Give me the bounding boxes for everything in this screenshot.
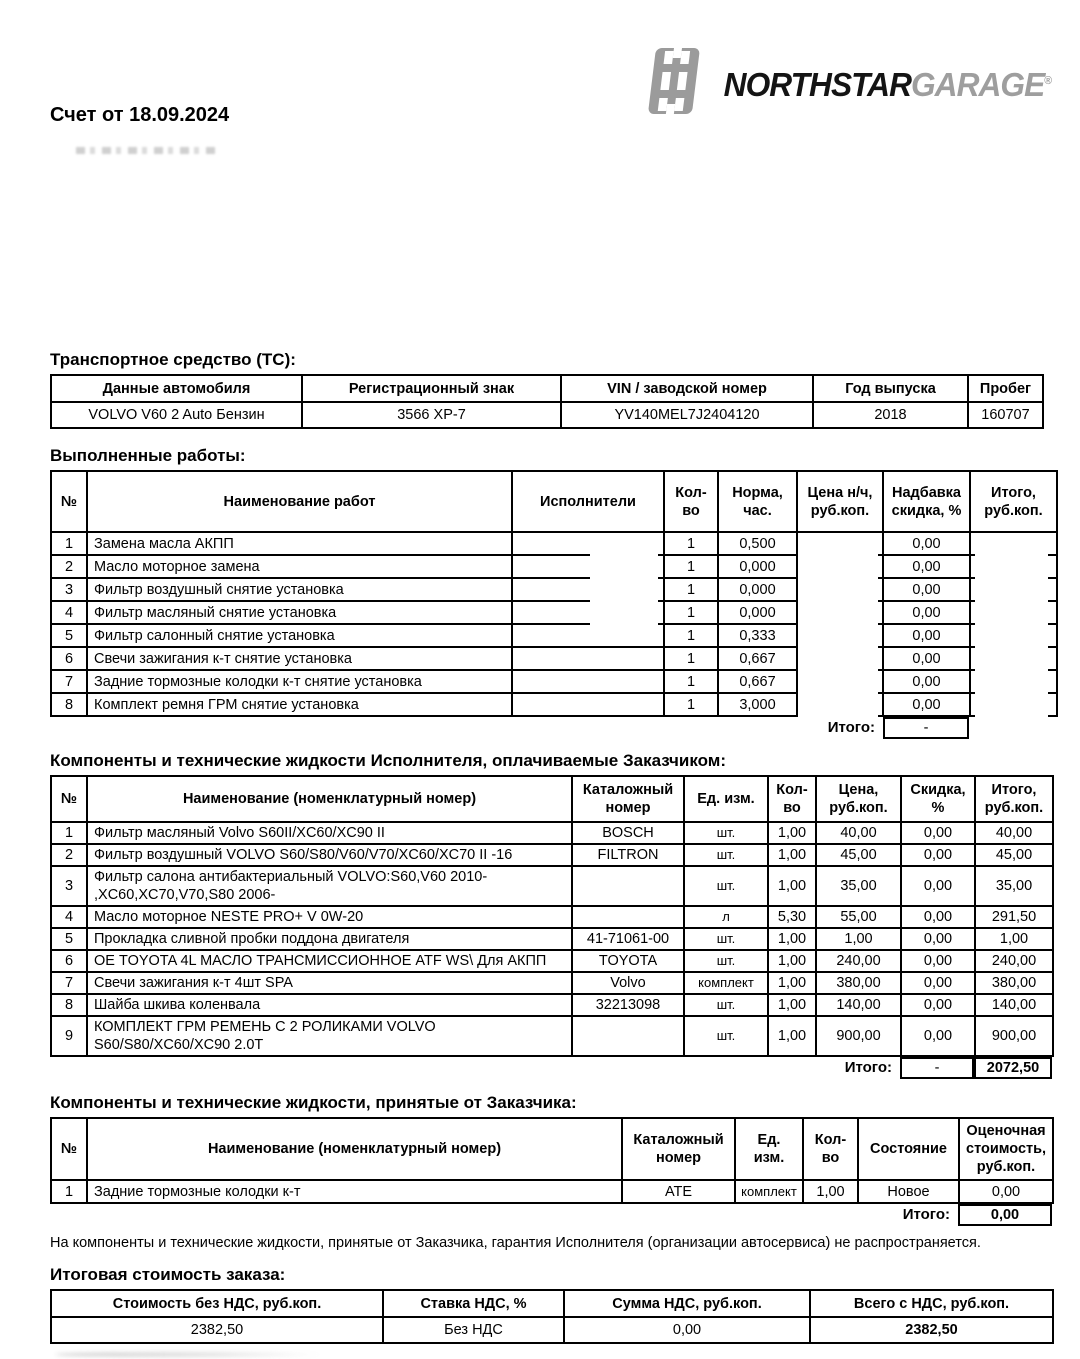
components-total-row xyxy=(50,1057,1052,1079)
work-num-cell: 2 xyxy=(51,555,87,578)
redaction-patch-price-column xyxy=(798,537,878,717)
work-num-cell: 6 xyxy=(51,647,87,670)
item-discount-cell: 0,00 xyxy=(901,906,975,928)
table-row xyxy=(51,1016,1053,1056)
col-header-catalog: Каталожный номер xyxy=(572,776,684,822)
vehicle-section-title: Транспортное средство (ТС): xyxy=(50,350,296,369)
item-unit-cell: шт. xyxy=(684,822,768,844)
work-qty-cell: 1 xyxy=(664,647,718,670)
item-qty-cell: 1,00 xyxy=(768,928,816,950)
work-name-cell: Масло моторное замена xyxy=(87,555,512,578)
works-header-row xyxy=(51,471,1057,532)
works-total-row xyxy=(50,717,1056,739)
work-name-cell: Комплект ремня ГРМ снятие установка xyxy=(87,693,512,716)
item-unit-cell: шт. xyxy=(684,866,768,906)
col-header-qty: Кол-во xyxy=(664,471,718,532)
col-header-condition: Состояние xyxy=(858,1118,959,1180)
redacted-client-info xyxy=(76,147,218,154)
item-catalog-cell: 32213098 xyxy=(572,994,684,1016)
customer-components-total-value-cell: 0,00 xyxy=(958,1204,1052,1226)
item-total-cell: 40,00 xyxy=(975,822,1053,844)
logo-wordmark xyxy=(724,66,1052,104)
customer-components-header-row xyxy=(51,1118,1053,1180)
work-norm-cell: 3,000 xyxy=(718,693,797,716)
item-discount-cell: 0,00 xyxy=(901,928,975,950)
works-section-title: Выполненные работы: xyxy=(50,446,246,465)
item-total-cell: 140,00 xyxy=(975,994,1053,1016)
work-discount-cell: 0,00 xyxy=(883,647,970,670)
work-num-cell: 1 xyxy=(51,532,87,555)
item-total-cell: 240,00 xyxy=(975,950,1053,972)
work-norm-cell: 0,000 xyxy=(718,601,797,624)
col-header-discount: Скидка, % xyxy=(901,776,975,822)
work-name-cell: Фильтр салонный снятие установка xyxy=(87,624,512,647)
order-total-header-row xyxy=(51,1290,1053,1317)
item-unit-cell: л xyxy=(684,906,768,928)
work-name-cell: Замена масла АКПП xyxy=(87,532,512,555)
item-unit-cell: комплект xyxy=(684,972,768,994)
work-qty-cell: 1 xyxy=(664,624,718,647)
col-header-num: № xyxy=(51,471,87,532)
item-qty-cell: 1,00 xyxy=(768,972,816,994)
col-header-item-name: Наименование (номенклатурный номер) xyxy=(87,776,572,822)
work-num-cell: 4 xyxy=(51,601,87,624)
components-table xyxy=(50,775,1054,1057)
item-num-cell: 5 xyxy=(51,928,87,950)
item-name-cell: Фильтр масляный Volvo S60II/XC60/XC90 II xyxy=(87,822,572,844)
work-qty-cell: 1 xyxy=(664,555,718,578)
col-header-markup-discount: Надбавка скидка, % xyxy=(883,471,970,532)
work-num-cell: 3 xyxy=(51,578,87,601)
customer-components-total-row xyxy=(50,1204,1052,1226)
item-catalog-cell: 41-71061-00 xyxy=(572,928,684,950)
item-qty-cell: 1,00 xyxy=(768,822,816,844)
col-header-unit: Ед. изм. xyxy=(684,776,768,822)
col-header-reg-plate: Регистрационный знак xyxy=(302,375,561,402)
item-qty-cell: 1,00 xyxy=(768,994,816,1016)
item-catalog-cell xyxy=(572,906,684,928)
item-name-cell: Шайба шкива коленвала xyxy=(87,994,572,1016)
invoice-body xyxy=(50,350,1056,1344)
brand-secondary-text: GARAGE xyxy=(910,65,1045,103)
item-discount-cell: 0,00 xyxy=(901,866,975,906)
col-header-num: № xyxy=(51,1118,87,1180)
work-norm-cell: 0,500 xyxy=(718,532,797,555)
registered-trademark-mark: ® xyxy=(1044,74,1052,87)
work-discount-cell: 0,00 xyxy=(883,578,970,601)
item-qty-cell: 1,00 xyxy=(768,950,816,972)
col-header-executors: Исполнители xyxy=(512,471,664,532)
item-num-cell: 8 xyxy=(51,994,87,1016)
item-condition-cell: Новое xyxy=(858,1180,959,1203)
work-name-cell: Фильтр воздушный снятие установка xyxy=(87,578,512,601)
work-qty-cell: 1 xyxy=(664,693,718,716)
components-section-title: Компоненты и технические жидкости Исполнителя, оплачиваемые Заказчиком: xyxy=(50,751,727,770)
vehicle-data-row xyxy=(51,402,1043,428)
item-catalog-cell: FILTRON xyxy=(572,844,684,866)
work-discount-cell: 0,00 xyxy=(883,532,970,555)
work-qty-cell: 1 xyxy=(664,601,718,624)
col-header-mileage: Пробег xyxy=(968,375,1043,402)
item-discount-cell: 0,00 xyxy=(901,972,975,994)
item-num-cell: 4 xyxy=(51,906,87,928)
table-row xyxy=(51,624,1057,647)
item-catalog-cell xyxy=(572,866,684,906)
item-num-cell: 9 xyxy=(51,1016,87,1056)
northstar-garage-icon xyxy=(648,46,702,123)
table-row xyxy=(51,601,1057,624)
col-header-vat-amount: Сумма НДС, руб.коп. xyxy=(564,1290,810,1317)
work-discount-cell: 0,00 xyxy=(883,555,970,578)
col-header-row-total: Итого, руб.коп. xyxy=(970,471,1057,532)
item-price-cell: 55,00 xyxy=(816,906,901,928)
item-qty-cell: 1,00 xyxy=(768,866,816,906)
col-header-num: № xyxy=(51,776,87,822)
redaction-patch-executors-column xyxy=(590,534,658,646)
col-header-item-name: Наименование (номенклатурный номер) xyxy=(87,1118,622,1180)
order-total-table xyxy=(50,1289,1054,1344)
item-name-cell: Фильтр воздушный VOLVO S60/S80/V60/V70/XC60/XC70 II -16 xyxy=(87,844,572,866)
components-total-label: Итого: xyxy=(844,1059,892,1076)
item-name-cell: КОМПЛЕКТ ГРМ РЕМЕНЬ С 2 РОЛИКАМИ VOLVO S60/S80/XC60/XC90 2.0T xyxy=(87,1016,572,1056)
table-row xyxy=(51,950,1053,972)
table-row xyxy=(51,928,1053,950)
order-total-data-row xyxy=(51,1317,1053,1343)
work-executors-cell xyxy=(512,670,664,693)
table-row xyxy=(51,647,1057,670)
vat-rate-cell: Без НДС xyxy=(383,1317,564,1343)
item-qty-cell: 1,00 xyxy=(768,844,816,866)
item-price-cell: 380,00 xyxy=(816,972,901,994)
works-total-discount-cell: - xyxy=(883,717,969,739)
col-header-year: Год выпуска xyxy=(813,375,968,402)
item-total-cell: 380,00 xyxy=(975,972,1053,994)
item-unit-cell: шт. xyxy=(684,994,768,1016)
col-header-unit: Ед. изм. xyxy=(735,1118,803,1180)
work-discount-cell: 0,00 xyxy=(883,670,970,693)
customer-components-section-title: Компоненты и технические жидкости, принятые от Заказчика: xyxy=(50,1093,577,1112)
work-num-cell: 8 xyxy=(51,693,87,716)
item-qty-cell: 5,30 xyxy=(768,906,816,928)
work-norm-cell: 0,667 xyxy=(718,647,797,670)
item-price-cell: 140,00 xyxy=(816,994,901,1016)
vehicle-reg-cell: 3566 XP-7 xyxy=(302,402,561,428)
work-qty-cell: 1 xyxy=(664,670,718,693)
item-qty-cell: 1,00 xyxy=(803,1180,858,1203)
vehicle-vin-cell: YV140MEL7J2404120 xyxy=(561,402,813,428)
work-discount-cell: 0,00 xyxy=(883,601,970,624)
item-total-cell: 35,00 xyxy=(975,866,1053,906)
item-discount-cell: 0,00 xyxy=(901,950,975,972)
vehicle-header-row xyxy=(51,375,1043,402)
item-num-cell: 2 xyxy=(51,844,87,866)
col-header-cost-without-vat: Стоимость без НДС, руб.коп. xyxy=(51,1290,383,1317)
works-total-label: Итого: xyxy=(827,719,875,736)
work-executors-cell xyxy=(512,693,664,716)
item-total-cell: 1,00 xyxy=(975,928,1053,950)
vat-amount-cell: 0,00 xyxy=(564,1317,810,1343)
cost-without-vat-cell: 2382,50 xyxy=(51,1317,383,1343)
item-total-cell: 900,00 xyxy=(975,1016,1053,1056)
table-row xyxy=(51,693,1057,716)
table-row xyxy=(51,532,1057,555)
work-discount-cell: 0,00 xyxy=(883,624,970,647)
item-unit-cell: шт. xyxy=(684,950,768,972)
works-table xyxy=(50,470,1058,717)
item-discount-cell: 0,00 xyxy=(901,1016,975,1056)
item-name-cell: Свечи зажигания к-т 4шт SPA xyxy=(87,972,572,994)
item-name-cell: ОЕ TOYOTA 4L МАСЛО ТРАНСМИССИОННОЕ ATF WS\ Для АКПП xyxy=(87,950,572,972)
col-header-qty: Кол-во xyxy=(803,1118,858,1180)
invoice-title: Счет от 18.09.2024 xyxy=(50,104,230,126)
item-price-cell: 35,00 xyxy=(816,866,901,906)
work-qty-cell: 1 xyxy=(664,532,718,555)
vehicle-car-cell: VOLVO V60 2 Auto Бензин xyxy=(51,402,302,428)
table-row xyxy=(51,972,1053,994)
col-header-row-total: Итого, руб.коп. xyxy=(975,776,1053,822)
item-discount-cell: 0,00 xyxy=(901,994,975,1016)
item-qty-cell: 1,00 xyxy=(768,1016,816,1056)
item-price-cell: 40,00 xyxy=(816,822,901,844)
item-unit-cell: комплект xyxy=(735,1180,803,1203)
vehicle-table xyxy=(50,374,1044,429)
item-price-cell: 45,00 xyxy=(816,844,901,866)
work-name-cell: Задние тормозные колодки к-т снятие установка xyxy=(87,670,512,693)
vehicle-year-cell: 2018 xyxy=(813,402,968,428)
col-header-total-with-vat: Всего с НДС, руб.коп. xyxy=(810,1290,1053,1317)
item-catalog-cell: ATE xyxy=(622,1180,735,1203)
item-value-cell: 0,00 xyxy=(959,1180,1053,1203)
col-header-car-data: Данные автомобиля xyxy=(51,375,302,402)
work-norm-cell: 0,667 xyxy=(718,670,797,693)
item-name-cell: Задние тормозные колодки к-т xyxy=(87,1180,622,1203)
item-num-cell: 7 xyxy=(51,972,87,994)
table-row xyxy=(51,555,1057,578)
col-header-price: Цена, руб.коп. xyxy=(816,776,901,822)
col-header-estimated-value: Оценочная стоимость, руб.коп. xyxy=(959,1118,1053,1180)
order-total-section-title: Итоговая стоимость заказа: xyxy=(50,1265,286,1284)
table-row xyxy=(51,866,1053,906)
work-name-cell: Свечи зажигания к-т снятие установка xyxy=(87,647,512,670)
table-row xyxy=(51,822,1053,844)
components-header-row xyxy=(51,776,1053,822)
company-logo xyxy=(648,46,1052,123)
work-qty-cell: 1 xyxy=(664,578,718,601)
col-header-qty: Кол-во xyxy=(768,776,816,822)
col-header-catalog: Каталожный номер xyxy=(622,1118,735,1180)
work-num-cell: 5 xyxy=(51,624,87,647)
customer-components-total-label: Итого: xyxy=(902,1206,950,1223)
item-total-cell: 291,50 xyxy=(975,906,1053,928)
item-num-cell: 3 xyxy=(51,866,87,906)
work-norm-cell: 0,000 xyxy=(718,578,797,601)
work-executors-cell xyxy=(512,647,664,670)
item-unit-cell: шт. xyxy=(684,928,768,950)
works-table-wrap xyxy=(50,470,1056,717)
col-header-vin: VIN / заводской номер xyxy=(561,375,813,402)
work-norm-cell: 0,333 xyxy=(718,624,797,647)
work-num-cell: 7 xyxy=(51,670,87,693)
item-name-cell: Фильтр салона антибактериальный VOLVO:S60,V60 2010- ,XC60,XC70,V70,S80 2006- xyxy=(87,866,572,906)
col-header-hour-price: Цена н/ч, руб.коп. xyxy=(797,471,883,532)
item-name-cell: Прокладка сливной пробки поддона двигателя xyxy=(87,928,572,950)
item-discount-cell: 0,00 xyxy=(901,844,975,866)
item-catalog-cell: TOYOTA xyxy=(572,950,684,972)
vehicle-mileage-cell: 160707 xyxy=(968,402,1043,428)
customer-components-table xyxy=(50,1117,1054,1204)
col-header-norm-hours: Норма, час. xyxy=(718,471,797,532)
item-num-cell: 6 xyxy=(51,950,87,972)
item-num-cell: 1 xyxy=(51,822,87,844)
components-total-discount-cell: - xyxy=(900,1057,974,1079)
item-num-cell: 1 xyxy=(51,1180,87,1203)
table-row xyxy=(51,1180,1053,1203)
item-price-cell: 1,00 xyxy=(816,928,901,950)
item-price-cell: 240,00 xyxy=(816,950,901,972)
item-total-cell: 45,00 xyxy=(975,844,1053,866)
warranty-note: На компоненты и технические жидкости, принятые от Заказчика, гарантия Исполнителя (организации автосервиса) не распространяется. xyxy=(50,1235,981,1251)
table-row xyxy=(51,906,1053,928)
item-catalog-cell: BOSCH xyxy=(572,822,684,844)
table-row xyxy=(51,578,1057,601)
item-discount-cell: 0,00 xyxy=(901,822,975,844)
total-with-vat-cell: 2382,50 xyxy=(810,1317,1053,1343)
scan-artifact xyxy=(55,1352,325,1357)
work-discount-cell: 0,00 xyxy=(883,693,970,716)
components-total-value-cell: 2072,50 xyxy=(974,1057,1052,1079)
item-price-cell: 900,00 xyxy=(816,1016,901,1056)
work-norm-cell: 0,000 xyxy=(718,555,797,578)
table-row xyxy=(51,994,1053,1016)
item-unit-cell: шт. xyxy=(684,844,768,866)
brand-primary-text: NORTHSTAR xyxy=(723,65,911,103)
item-catalog-cell: Volvo xyxy=(572,972,684,994)
item-catalog-cell xyxy=(572,1016,684,1056)
work-name-cell: Фильтр масляный снятие установка xyxy=(87,601,512,624)
redaction-patch-total-column xyxy=(975,537,1048,717)
col-header-work-name: Наименование работ xyxy=(87,471,512,532)
item-unit-cell: шт. xyxy=(684,1016,768,1056)
item-name-cell: Масло моторное NESTE PRO+ V 0W-20 xyxy=(87,906,572,928)
col-header-vat-rate: Ставка НДС, % xyxy=(383,1290,564,1317)
table-row xyxy=(51,670,1057,693)
table-row xyxy=(51,844,1053,866)
